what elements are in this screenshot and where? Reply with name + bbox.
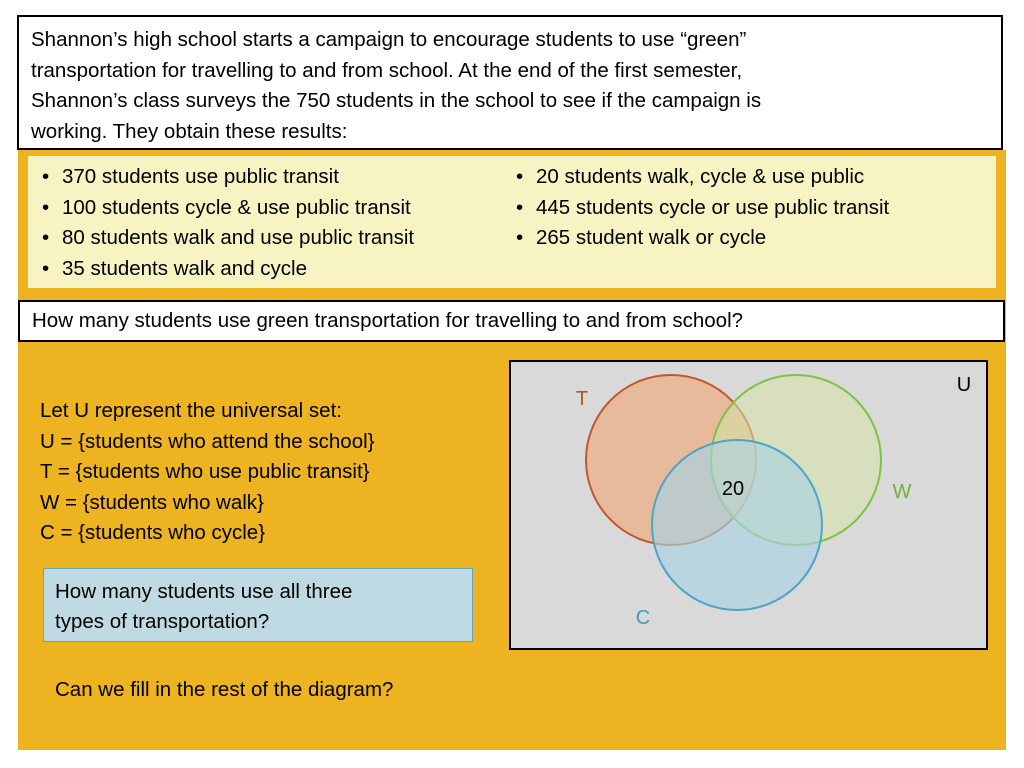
definition-line: W = {students who walk} xyxy=(40,490,264,514)
definition-line: T = {students who use public transit} xyxy=(40,460,370,483)
definition-line: Let U represent the universal set: xyxy=(40,399,342,422)
result-item: • 20 students walk, cycle & use public xyxy=(506,162,889,193)
result-item: • 35 students walk and cycle xyxy=(32,254,414,285)
set-definitions xyxy=(40,396,375,549)
all-three-question xyxy=(43,568,473,642)
main-question: How many students use green transportation for travelling to and from school? xyxy=(18,300,1005,342)
problem-line: Shannon’s class surveys the 750 students in the school to see if the campaign is xyxy=(31,89,762,112)
results-list-left xyxy=(32,162,414,284)
center-intersection-value: 20 xyxy=(721,478,745,500)
result-item: • 370 students use public transit xyxy=(32,162,414,193)
set-w-label: W xyxy=(892,481,912,503)
set-c-label: C xyxy=(635,607,651,629)
fill-diagram-question: Can we fill in the rest of the diagram? xyxy=(55,678,394,701)
problem-line: Shannon’s high school starts a campaign to encourage students to use “green” xyxy=(31,28,747,51)
set-c-circle xyxy=(652,440,822,610)
problem-line: transportation for travelling to and from school. At the end of the first semester, xyxy=(31,58,743,82)
result-item: • 80 students walk and use public transit xyxy=(32,223,414,254)
result-item: • 100 students cycle & use public transit xyxy=(32,193,414,224)
result-item: • 445 students cycle or use public transit xyxy=(506,193,889,224)
problem-statement xyxy=(17,15,1003,150)
survey-results xyxy=(28,156,996,288)
set-t-label: T xyxy=(575,388,589,410)
result-item: • 265 student walk or cycle xyxy=(506,223,889,254)
definition-line: U = {students who attend the school} xyxy=(40,429,375,453)
question-line: types of transportation? xyxy=(55,610,270,633)
universal-set-label: U xyxy=(956,374,972,396)
results-list-right xyxy=(506,162,889,254)
definition-line: C = {students who cycle} xyxy=(40,521,266,544)
problem-line: working. They obtain these results: xyxy=(31,119,348,143)
question-line: How many students use all three xyxy=(55,580,353,603)
venn-diagram xyxy=(509,360,989,652)
